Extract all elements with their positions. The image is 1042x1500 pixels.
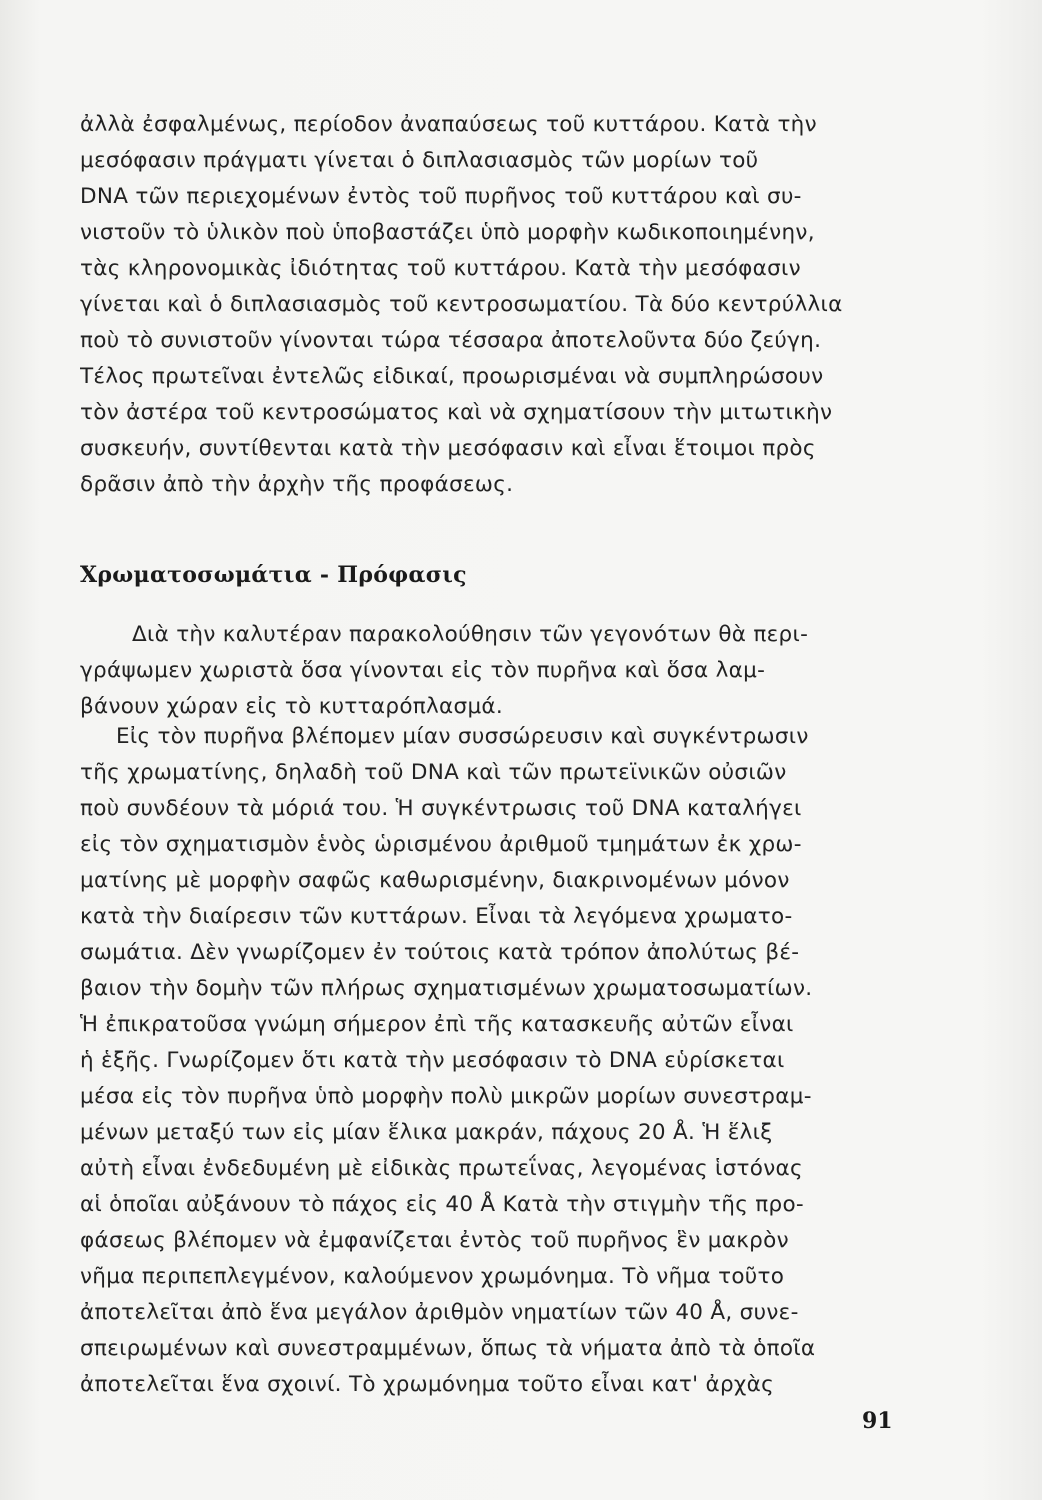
page-number: 91: [862, 1408, 893, 1434]
text-line: μένων μεταξύ των εἰς μίαν ἕλικα μακράν, πάχους 20 Å. Ἡ ἕλιξ: [80, 1120, 773, 1145]
text-line: Διὰ τὴν καλυτέραν παρακολούθησιν τῶν γεγονότων θὰ περι-: [132, 622, 809, 647]
text-line: μεσόφασιν πράγματι γίνεται ὁ διπλασιασμὸς τῶν μορίων τοῦ: [80, 148, 759, 173]
section-heading: Χρωματοσωμάτια - Πρόφασις: [80, 562, 467, 588]
text-line: τὸν ἀστέρα τοῦ κεντροσώματος καὶ νὰ σχηματίσουν τὴν μιτωτικὴν: [80, 400, 833, 425]
text-line: συσκευήν, συντίθενται κατὰ τὴν μεσόφασιν καὶ εἶναι ἕτοιμοι πρὸς: [80, 436, 816, 461]
text-line: DNA τῶν περιεχομένων ἐντὸς τοῦ πυρῆνος τοῦ κυττάρου καὶ συ-: [80, 184, 802, 209]
text-line: γίνεται καὶ ὁ διπλασιασμὸς τοῦ κεντροσωματίου. Τὰ δύο κεντρύλλια: [80, 292, 843, 317]
text-line: δρᾶσιν ἀπὸ τὴν ἀρχὴν τῆς προφάσεως.: [80, 472, 514, 497]
text-line: κατὰ τὴν διαίρεσιν τῶν κυττάρων. Εἶναι τὰ λεγόμενα χρωματο-: [80, 904, 793, 929]
text-line: εἰς τὸν σχηματισμὸν ἑνὸς ὡρισμένου ἀριθμοῦ τμημάτων ἐκ χρω-: [80, 832, 802, 857]
text-line: νιστοῦν τὸ ὑλικὸν ποὺ ὑποβαστάζει ὑπὸ μορφὴν κωδικοποιημένην,: [80, 220, 815, 245]
text-line: Τέλος πρωτεῖναι ἐντελῶς εἰδικαί, προωρισμέναι νὰ συμπληρώσουν: [80, 364, 824, 389]
text-line: ποὺ τὸ συνιστοῦν γίνονται τώρα τέσσαρα ἀποτελοῦντα δύο ζεύγη.: [80, 328, 822, 353]
text-line: ποὺ συνδέουν τὰ μόριά του. Ἡ συγκέντρωσις τοῦ DNA καταλήγει: [80, 796, 802, 821]
text-line: βαιον τὴν δομὴν τῶν πλήρως σχηματισμένων χρωματοσωματίων.: [80, 976, 813, 1001]
text-line: Ἡ ἐπικρατοῦσα γνώμη σήμερον ἐπὶ τῆς κατασκευῆς αὐτῶν εἶναι: [80, 1012, 794, 1037]
text-line: τῆς χρωματίνης, δηλαδὴ τοῦ DNA καὶ τῶν πρωτεϊνικῶν οὐσιῶν: [80, 760, 787, 785]
text-line: ματίνης μὲ μορφὴν σαφῶς καθωρισμένην, διακρινομένων μόνον: [80, 868, 790, 893]
text-line: ἀποτελεῖται ἕνα σχοινί. Τὸ χρωμόνημα τοῦτο εἶναι κατ' ἀρχὰς: [80, 1372, 775, 1397]
text-line: ἀποτελεῖται ἀπὸ ἕνα μεγάλον ἀριθμὸν νηματίων τῶν 40 Å, συνε-: [80, 1300, 799, 1325]
text-line: γράψωμεν χωριστὰ ὅσα γίνονται εἰς τὸν πυρῆνα καὶ ὅσα λαμ-: [80, 658, 766, 683]
text-line: σπειρωμένων καὶ συνεστραμμένων, ὅπως τὰ νήματα ἀπὸ τὰ ὁποῖα: [80, 1336, 816, 1361]
text-line: αὐτὴ εἶναι ἐνδεδυμένη μὲ εἰδικὰς πρωτεΐνας, λεγομένας ἱστόνας: [80, 1156, 803, 1181]
text-line: αἱ ὁποῖαι αὐξάνουν τὸ πάχος εἰς 40 Å Κατὰ τὴν στιγμὴν τῆς προ-: [80, 1192, 804, 1217]
text-line: ἀλλὰ ἐσφαλμένως, περίοδον ἀναπαύσεως τοῦ κυττάρου. Κατὰ τὴν: [80, 112, 817, 137]
text-line: μέσα εἰς τὸν πυρῆνα ὑπὸ μορφὴν πολὺ μικρῶν μορίων συνεστραμ-: [80, 1084, 812, 1109]
text-line: ἡ ἑξῆς. Γνωρίζομεν ὅτι κατὰ τὴν μεσόφασιν τὸ DNA εὑρίσκεται: [80, 1048, 785, 1073]
text-line: νῆμα περιπεπλεγμένον, καλούμενον χρωμόνημα. Τὸ νῆμα τοῦτο: [80, 1264, 785, 1289]
text-line: Εἰς τὸν πυρῆνα βλέπομεν μίαν συσσώρευσιν καὶ συγκέντρωσιν: [116, 724, 809, 749]
text-line: τὰς κληρονομικὰς ἰδιότητας τοῦ κυττάρου. Κατὰ τὴν μεσόφασιν: [80, 256, 801, 281]
text-line: βάνουν χώραν εἰς τὸ κυτταρόπλασμά.: [80, 694, 504, 719]
text-line: φάσεως βλέπομεν νὰ ἐμφανίζεται ἐντὸς τοῦ πυρῆνος ἓν μακρὸν: [80, 1228, 789, 1253]
text-line: σωμάτια. Δὲν γνωρίζομεν ἐν τούτοις κατὰ τρόπον ἀπολύτως βέ-: [80, 940, 800, 965]
